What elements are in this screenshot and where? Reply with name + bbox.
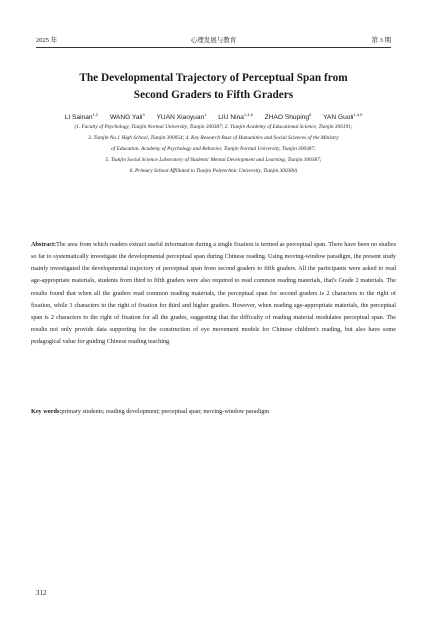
title-line-2: Second Graders to Fifth Graders <box>133 89 294 101</box>
author-affiliation-mark: 1,2 <box>92 112 99 117</box>
author-name: LIU Nina <box>218 114 244 122</box>
keywords-label: Key words: <box>31 408 62 415</box>
keywords <box>31 406 396 418</box>
author <box>157 114 207 121</box>
author-affiliation-mark: 3 <box>142 112 145 117</box>
author <box>110 114 145 121</box>
author <box>265 114 312 121</box>
author-name: WANG Yali <box>109 114 143 122</box>
author <box>218 114 253 121</box>
journal-year: 2025 年 <box>36 37 58 44</box>
author-affiliation-mark: 1,4,5 <box>353 112 363 117</box>
title-line-1: The Developmental Trajectory of Perceptual Span from <box>79 72 348 84</box>
author-name: ZHAO Shuping <box>264 114 310 122</box>
affiliation-list <box>30 122 397 177</box>
author-name: LI Sainan <box>64 114 93 122</box>
abstract <box>31 239 396 348</box>
author-affiliation-mark: 1,4,5 <box>243 112 253 117</box>
affiliation-line: of Education, Academy of Psychology and Behavior, Tianjin Normal University, Tianjin 300387; <box>111 145 316 152</box>
affiliation-line: 5. Tianjin Social Science Laboratory of Students' Mental Development and Learning, Tianjin 300387; <box>105 156 322 163</box>
author-affiliation-mark: 6 <box>309 112 312 117</box>
author <box>323 114 362 121</box>
author <box>65 114 98 121</box>
author-affiliation-mark: 1 <box>204 112 207 117</box>
affiliation-line: 6. Primary School Affiliated to Tianjin Polytechnic University, Tianjin 300380) <box>129 167 298 174</box>
author-list <box>30 110 397 122</box>
journal-issue: 第 3 期 <box>371 37 391 44</box>
keywords-text: primary students; reading development; perceptual span; moving-window paradigm <box>61 408 270 415</box>
paper-title <box>40 70 387 104</box>
author-name: YUAN Xiaoyuan <box>156 114 205 122</box>
abstract-label: Abstract: <box>31 241 57 248</box>
abstract-text: The area from which readers extract useful information during a single fixation is termed as perceptual span. There have been no studies so far to systematically investigate the developmental perceptual span during Chinese reading. Using moving-window paradigm, the present study mainly investigated the developmental trajectory of perceptual span from second graders to fifth graders. All the participants were asked to read age-appropriate materials, students from third to fifth graders were also required to read common reading materials, that's Grade 2 materials. The results found that when all the graders read common reading materials, the perceptual span for second graders is 2 characters to the right of fixation, while 3 characters to the right of fixation for third and higher graders. However, when reading age-appropriate materials, the perceptual span is 2 characters to the right of fixation for all the grades, suggesting that the difficulty of reading material modulates perceptual span. The results not only provide data supporting for the construction of eye movement models for Chinese children's reading, but also have some pedagogical value for guiding Chinese reading teaching. <box>31 241 396 346</box>
header-divider <box>36 47 391 48</box>
author-name: YAN Guoli <box>323 114 354 122</box>
journal-name: 心理发展与教育 <box>190 37 237 44</box>
page-number: 312 <box>36 589 47 597</box>
affiliation-line: 3. Tianjin No.1 High School, Tianjin 300054; 4. Key Research Base of Humanities and Social Sciences of the Ministry <box>88 134 339 141</box>
affiliation-line: (1. Faculty of Psychology, Tianjin Normal University, Tianjin 300387; 2. Tianjin Academy of Educational Science, Tianjin 300191; <box>74 124 353 130</box>
